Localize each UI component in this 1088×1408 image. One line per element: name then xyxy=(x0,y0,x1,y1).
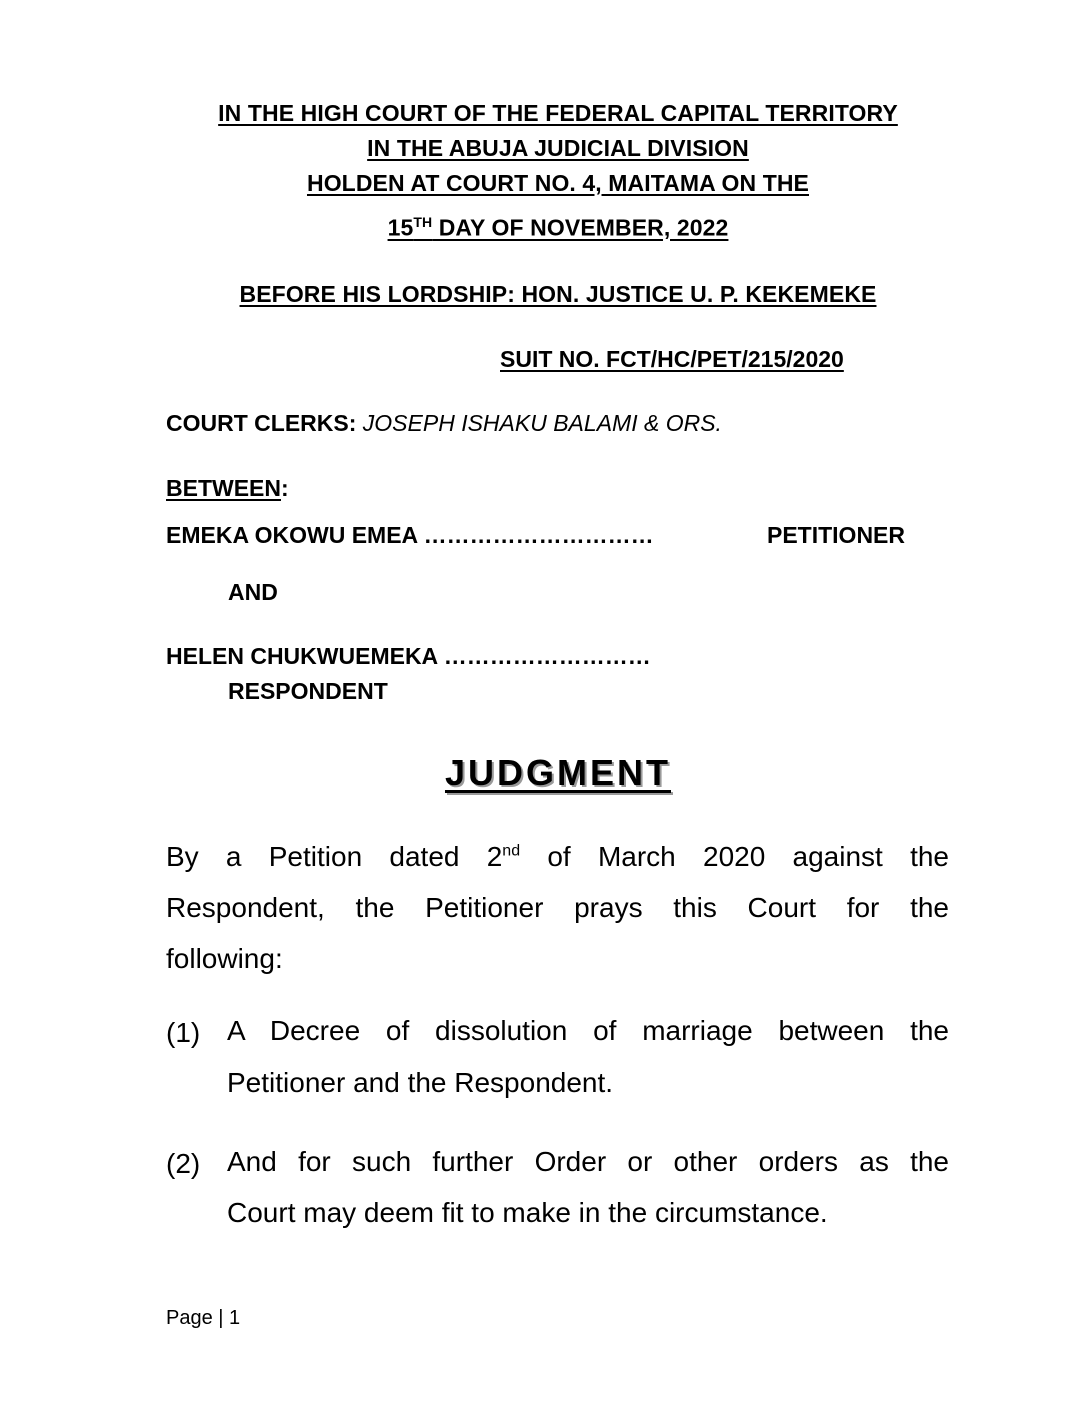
holden-at-heading: HOLDEN AT COURT NO. 4, MAITAMA ON THE xyxy=(306,170,809,196)
prayer-1-number: (1) xyxy=(166,1017,201,1048)
court-clerks-line xyxy=(166,410,722,437)
prayer-2-line-1: And for such further Order or other orders as the xyxy=(227,1146,949,1177)
date-rest: DAY OF NOVEMBER, 2022 xyxy=(432,214,729,241)
prayer-2-line-2: Court may deem fit to make in the circumstance. xyxy=(227,1197,828,1228)
intro-line-3: following: xyxy=(166,943,283,974)
date-ordinal: TH xyxy=(413,214,433,230)
page-number: Page | 1 xyxy=(166,1307,241,1329)
judgment-title: JUDGMENT xyxy=(444,752,671,793)
court-clerks-names: JOSEPH ISHAKU BALAMI & ORS. xyxy=(362,410,722,436)
judgment-date-heading xyxy=(0,214,1088,242)
prayer-2-number: (2) xyxy=(166,1148,201,1179)
between-text: BETWEEN xyxy=(166,475,281,501)
court-name-heading: IN THE HIGH COURT OF THE FEDERAL CAPITAL TERRITORY xyxy=(218,100,898,126)
respondent-role: RESPONDENT xyxy=(228,678,388,704)
between-colon: : xyxy=(281,475,289,501)
intro-line-2: Respondent, the Petitioner prays this Court for the xyxy=(166,892,949,923)
petitioner-role: PETITIONER xyxy=(767,522,906,548)
respondent-name: HELEN CHUKWUEMEKA ……………………… xyxy=(166,643,651,669)
and-separator: AND xyxy=(228,579,278,605)
intro-ordinal: nd xyxy=(502,842,521,860)
court-clerks-label: COURT CLERKS: xyxy=(166,410,357,436)
prayer-1-line-1: A Decree of dissolution of marriage between the xyxy=(227,1015,949,1046)
intro-line-1: By a Petition dated 2nd of March 2020 against the xyxy=(166,841,949,872)
date-day: 15 xyxy=(387,214,414,241)
petitioner-name: EMEKA OKOWU EMEA ………………………… xyxy=(166,522,654,548)
between-label xyxy=(166,475,289,502)
suit-number: SUIT NO. FCT/HC/PET/215/2020 xyxy=(500,346,844,372)
prayer-1-line-2: Petitioner and the Respondent. xyxy=(227,1067,614,1098)
judge-heading: BEFORE HIS LORDSHIP: HON. JUSTICE U. P. KEKEMEKE xyxy=(239,281,877,307)
division-heading: IN THE ABUJA JUDICIAL DIVISION xyxy=(367,135,749,161)
